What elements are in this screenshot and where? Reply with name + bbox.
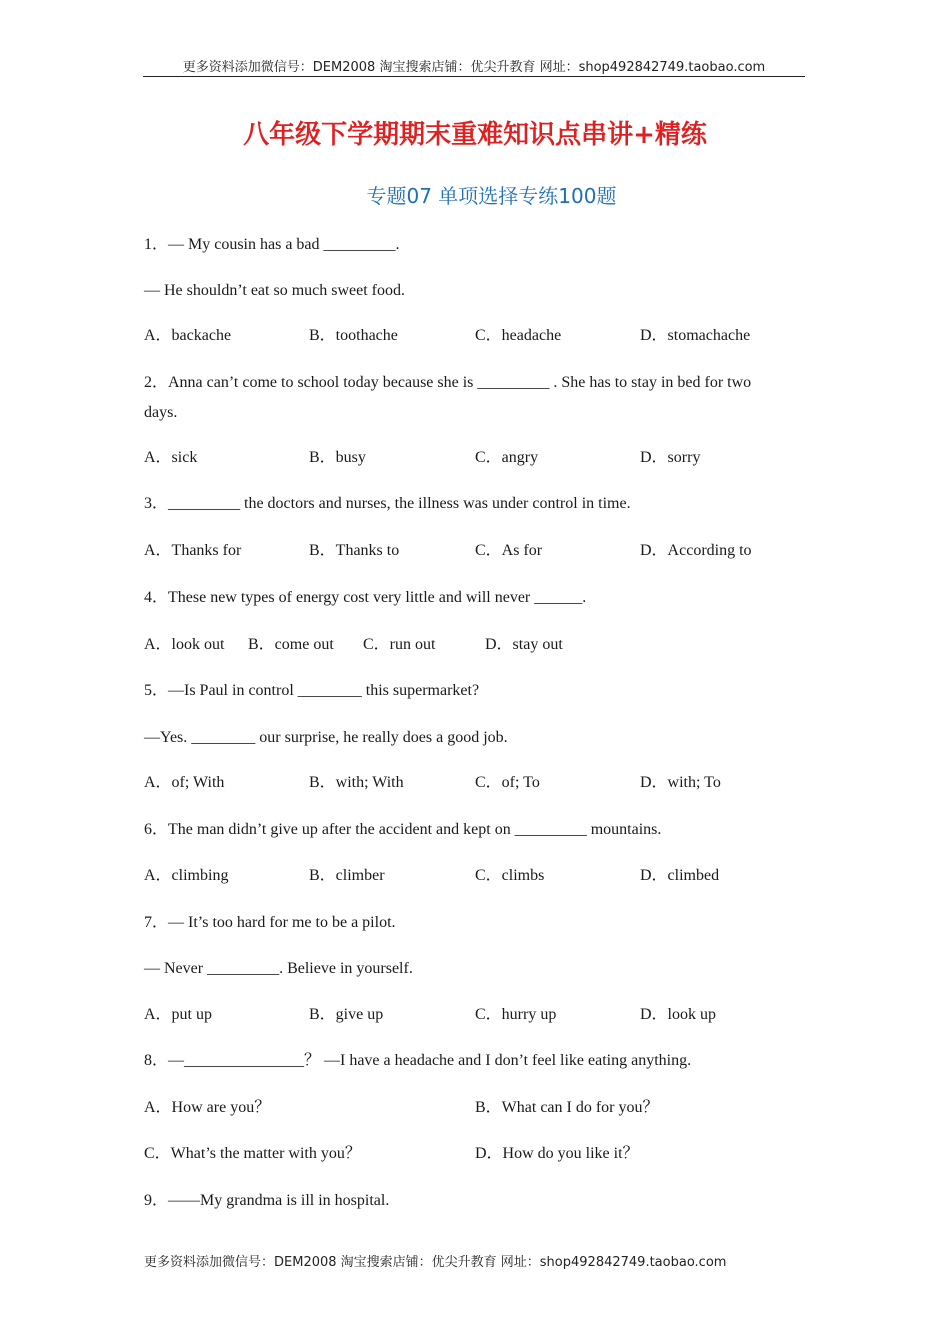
question-1-option-d: D．stomachache (640, 327, 751, 344)
question-5-response: —Yes. ________ our surprise, he really does a good job. (144, 729, 508, 746)
question-8-option-b: B．What can I do for you？ (475, 1099, 659, 1116)
question-5-stem: 5．—Is Paul in control ________ this supermarket? (144, 682, 480, 699)
question-6-option-d: D．climbed (640, 867, 720, 884)
question-7-stem: 7．— It’s too hard for me to be a pilot. (144, 914, 396, 931)
question-5-option-c: C．of; To (475, 774, 540, 791)
question-1-option-c: C．headache (475, 327, 562, 344)
question-8-stem: 8．—_______________？ —I have a headache and I don’t feel like eating anything. (144, 1052, 692, 1069)
question-3-option-d: D．According to (640, 542, 752, 559)
question-5-option-b: B．with; With (309, 774, 404, 791)
question-3-option-a: A．Thanks for (144, 542, 242, 559)
question-7-response: — Never _________. Believe in yourself. (144, 960, 413, 977)
question-1-stem: 1．— My cousin has a bad _________. (144, 236, 400, 253)
question-8-option-d: D．How do you like it？ (475, 1145, 639, 1162)
question-6-option-a: A．climbing (144, 867, 229, 884)
question-7-option-b: B．give up (309, 1006, 384, 1023)
question-3-option-b: B．Thanks to (309, 542, 400, 559)
question-5-option-d: D．with; To (640, 774, 721, 791)
question-2-stem: 2．Anna can’t come to school today because she is _________ . She has to stay in bed for two (144, 374, 752, 391)
question-8-option-c: C．What’s the matter with you？ (144, 1145, 361, 1162)
question-4-option-c: C．run out (363, 636, 436, 653)
question-7-option-d: D．look up (640, 1006, 717, 1023)
question-4-option-a: A．look out (144, 636, 225, 653)
question-7-option-c: C．hurry up (475, 1006, 557, 1023)
question-4-option-b: B．come out (248, 636, 334, 653)
question-2-option-b: B．busy (309, 449, 366, 466)
page-header: 更多资料添加微信号：DEM2008 淘宝搜索店铺：优尖升教育 网址：shop492842749.taobao.com (143, 56, 805, 77)
question-6-option-c: C．climbs (475, 867, 545, 884)
question-4-stem: 4．These new types of energy cost very little and will never ______. (144, 589, 587, 606)
question-2-stem-continued: days. (144, 404, 178, 421)
question-6-stem: 6．The man didn’t give up after the accident and kept on _________ mountains. (144, 821, 662, 838)
question-7-option-a: A．put up (144, 1006, 213, 1023)
question-9-stem: 9．——My grandma is ill in hospital. (144, 1192, 390, 1209)
page-footer: 更多资料添加微信号：DEM2008 淘宝搜索店铺：优尖升教育 网址：shop492842749.taobao.com (144, 1255, 727, 1270)
question-2-option-a: A．sick (144, 449, 198, 466)
question-2-option-d: D．sorry (640, 449, 701, 466)
question-8-option-a: A．How are you？ (144, 1099, 271, 1116)
page-title: 八年级下学期期末重难知识点串讲+精练 (243, 120, 707, 150)
question-3-stem: 3．_________ the doctors and nurses, the illness was under control in time. (144, 495, 631, 512)
question-1-response: — He shouldn’t eat so much sweet food. (144, 282, 405, 299)
question-6-option-b: B．climber (309, 867, 385, 884)
question-2-option-c: C．angry (475, 449, 539, 466)
question-3-option-c: C．As for (475, 542, 543, 559)
question-4-option-d: D．stay out (485, 636, 563, 653)
question-5-option-a: A．of; With (144, 774, 225, 791)
question-1-option-a: A．backache (144, 327, 232, 344)
page-subtitle: 专题07 单项选择专练100题 (366, 184, 617, 208)
question-1-option-b: B．toothache (309, 327, 398, 344)
